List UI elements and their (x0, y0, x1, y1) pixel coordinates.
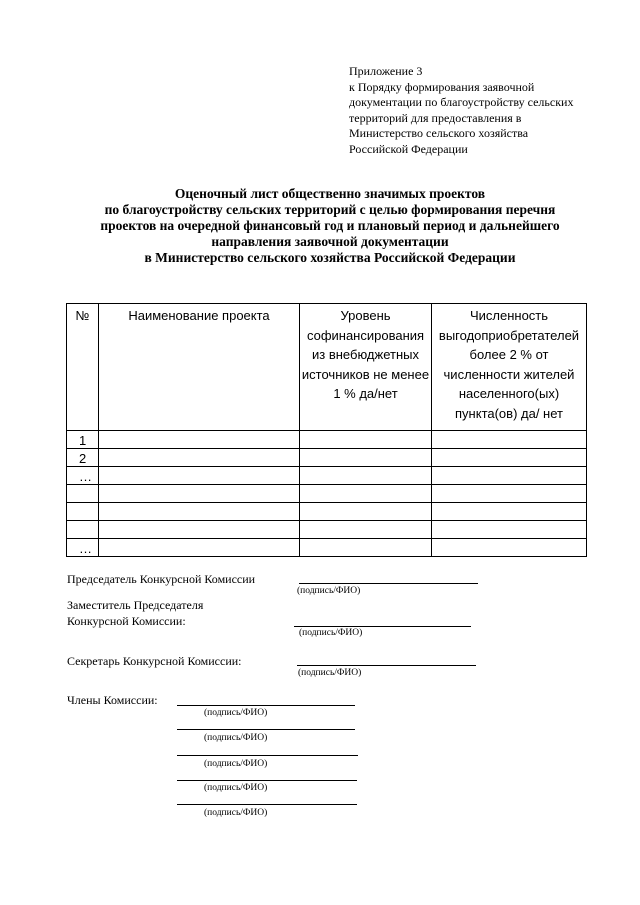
table-row (67, 485, 587, 503)
title-line: направления заявочной документации (211, 234, 449, 249)
chairman-signature-caption: (подпись/ФИО) (297, 586, 361, 596)
row-number (67, 485, 99, 503)
member-signature-line (177, 729, 355, 730)
cell-project-name (99, 431, 300, 449)
annex-line: к Порядку формирования заявочной (349, 79, 535, 94)
cell-beneficiaries (432, 449, 587, 467)
cell-beneficiaries (432, 485, 587, 503)
annex-line: Министерство сельского хозяйства (349, 126, 529, 140)
deputy-signature-line (294, 626, 471, 627)
column-header-project-name: Наименование проекта (99, 304, 300, 431)
member-signature-caption: (подпись/ФИО) (204, 759, 268, 769)
cell-cofinancing (300, 431, 432, 449)
cell-cofinancing (300, 467, 432, 485)
secretary-signature-line (297, 665, 476, 666)
cell-cofinancing (300, 485, 432, 503)
table-row (67, 431, 587, 449)
cell-cofinancing (300, 521, 432, 539)
row-number: 1 (67, 431, 99, 449)
secretary-label: Секретарь Конкурсной Комиссии: (67, 654, 242, 668)
row-number: 2 (67, 449, 99, 467)
cell-beneficiaries (432, 467, 587, 485)
cell-beneficiaries (432, 431, 587, 449)
column-header-cofinancing: Уровень софинансирования из внебюджетных источников не менее 1 % да/нет (300, 304, 432, 431)
evaluation-table (66, 303, 587, 557)
title-line: по благоустройству сельских территорий с целью формирования перечня (104, 202, 556, 217)
document-title (60, 186, 600, 266)
annex-line: документации по благоустройству сельских (349, 95, 574, 109)
deputy-signature-caption: (подпись/ФИО) (299, 628, 363, 638)
member-signature-line (177, 705, 355, 706)
cell-project-name (99, 449, 300, 467)
table-row (67, 449, 587, 467)
members-label: Члены Комиссии: (67, 693, 158, 707)
table-row (67, 521, 587, 539)
title-line: в Министерство сельского хозяйства Российской Федерации (144, 250, 516, 265)
deputy-label-line2: Конкурсной Комиссии: (67, 614, 186, 628)
annex-line: Приложение 3 (349, 64, 423, 78)
annex-header (349, 64, 609, 157)
row-number: … (67, 539, 99, 557)
cell-beneficiaries (432, 503, 587, 521)
cell-beneficiaries (432, 521, 587, 539)
row-number (67, 521, 99, 539)
cell-project-name (99, 521, 300, 539)
table-row (67, 467, 587, 485)
row-number (67, 503, 99, 521)
table-row (67, 539, 587, 557)
member-signature-caption: (подпись/ФИО) (204, 733, 268, 743)
column-header-number: № (67, 304, 99, 431)
annex-line: Российской Федерации (349, 141, 468, 156)
title-line: проектов на очередной финансовый год и плановый период и дальнейшего (100, 218, 560, 233)
table-header-row (67, 304, 587, 431)
column-header-beneficiaries: Численность выгодоприобретателей более 2 % от численности жителей населенного(ых) пункта(ов) да/ нет (432, 304, 587, 431)
cell-project-name (99, 485, 300, 503)
member-signature-line (177, 755, 358, 756)
cell-project-name (99, 467, 300, 485)
cell-project-name (99, 503, 300, 521)
member-signature-caption: (подпись/ФИО) (204, 783, 268, 793)
annex-line: территорий для предоставления в (349, 110, 522, 125)
cell-beneficiaries (432, 539, 587, 557)
member-signature-line (177, 804, 357, 805)
member-signature-line (177, 780, 357, 781)
chairman-signature-line (299, 583, 478, 584)
deputy-label-line1: Заместитель Председателя (67, 598, 204, 612)
table-row (67, 503, 587, 521)
member-signature-caption: (подпись/ФИО) (204, 808, 268, 818)
row-number: … (67, 467, 99, 485)
member-signature-caption: (подпись/ФИО) (204, 708, 268, 718)
cell-project-name (99, 539, 300, 557)
cell-cofinancing (300, 449, 432, 467)
cell-cofinancing (300, 539, 432, 557)
title-line: Оценочный лист общественно значимых проектов (174, 186, 486, 201)
cell-cofinancing (300, 503, 432, 521)
chairman-label: Председатель Конкурсной Комиссии (67, 572, 256, 586)
secretary-signature-caption: (подпись/ФИО) (298, 668, 362, 678)
